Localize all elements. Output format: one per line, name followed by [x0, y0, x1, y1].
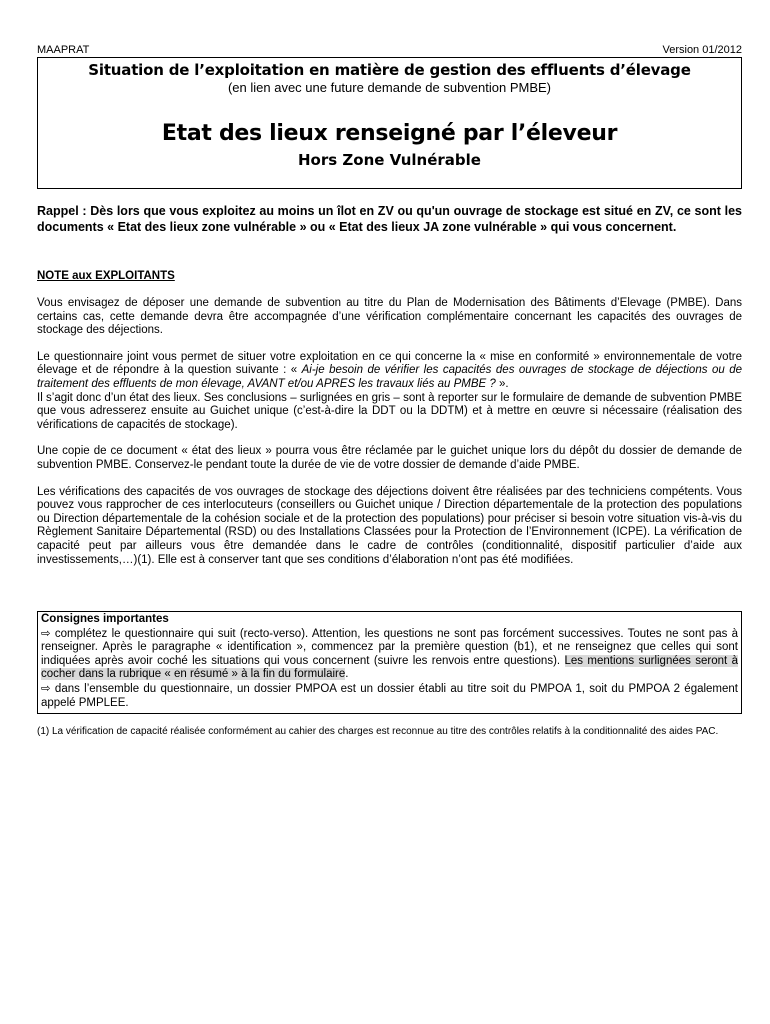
consigne-item-2 [41, 682, 738, 710]
consigne-item-1 [41, 627, 738, 682]
note-title: NOTE aux EXPLOITANTS [37, 270, 175, 282]
consigne-1-end: . [345, 668, 349, 681]
arrow-right-icon: ⇨ [41, 625, 51, 640]
rappel-paragraph [37, 203, 742, 235]
consignes-box [37, 611, 742, 714]
note-paragraph-5: Les vérifications des capacités de vos ouvrages de stockage des déjections doivent être réalisées par des techniciens compétents. Vous pouvez vous rapprocher de ces interlocuteurs (conseillers ou Guichet unique / Direction départementale de la protection des populations ou Direction départementale de la cohésion sociale et de la protection des populations) pour préciser si besoin votre situation vis-à-vis du Règlement Sanitaire Départemental (RSD) ou des Installations Classées pour la Protection de l’Environnement (ICPE). La vérification de capacité peut par ailleurs vous être demandée dans le cadre de contrôles (conditionnalité, dispositif particulier d’aide aux investissements,…)(1). Elle est à conserver tant que ses conditions d’élaboration n’ont pas été modifiées. [37, 485, 742, 566]
arrow-right-icon: ⇨ [41, 681, 51, 696]
p2-start: Le questionnaire joint vous permet de situer votre exploitation en ce qui concerne la « mise en conformité » environnementale de votre élevage et de répondre à la question suivante : « [37, 350, 742, 377]
consigne-1-text: complétez le questionnaire qui suit (recto-verso). Attention, les questions ne sont pas forcément successives. Toutes ne sont pas à renseigner. Après le paragraphe « identification », commencez par la première question (b1), et ne renseignez que celles qui sont indiquées après avoir coché les situations qui vous concernent (suivre les renvois entre questions). [41, 627, 738, 667]
header-left: MAAPRAT [37, 44, 90, 56]
p2-end: ». [498, 377, 509, 390]
page-header [37, 44, 742, 56]
consignes-title: Consignes importantes [41, 613, 169, 626]
document-subtitle: (en lien avec une future demande de subvention PMBE) [227, 80, 552, 95]
zone-title: Hors Zone Vulnérable [298, 151, 481, 169]
note-paragraph-2 [37, 351, 742, 392]
consigne-2-text: dans l’ensemble du questionnaire, un dossier PMPOA est un dossier établi au titre soit du PMPOA 1, soit du PMPOA 2 également appelé PMPLEE. [41, 683, 738, 709]
note-paragraph-3: Il s’agit donc d’un état des lieux. Ses conclusions – surlignées en gris – sont à reporter sur le formulaire de demande de subvention PMBE que vous adresserez ensuite au Guichet unique (c’est-à-dire la DDT ou la DDTM) et à mettre en œuvre si nécessaire (réalisation des vérifications de capacités de stockage). [37, 391, 742, 431]
note-paragraph-4: Une copie de ce document « état des lieux » pourra vous être réclamée par le guichet unique lors du dépôt du dossier de demande de subvention PMBE. Conservez-le pendant toute la durée de vie de votre dossier de demande d’aide PMBE. [37, 445, 742, 471]
document-page [37, 44, 742, 739]
header-version: Version 01/2012 [662, 44, 742, 56]
rappel-label: Rappel [37, 204, 79, 218]
title-box [37, 57, 742, 189]
document-title: Situation de l’exploitation en matière de gestion des effluents d’élevage [88, 61, 691, 79]
rappel-text: : Dès lors que vous exploitez au moins un îlot en ZV ou qu'un ouvrage de stockage est situé en ZV, ce sont les documents « Etat des lieux zone vulnérable » ou « Etat des lieux JA zone vulnérable » qui vous concernent. [37, 204, 742, 234]
main-title: Etat des lieux renseigné par l’éleveur [161, 121, 618, 146]
consigne-1-highlight: Les mentions surlignées seront à cocher dans la rubrique « en résumé » à la fin du formulaire [41, 654, 738, 681]
note-paragraph-1: Vous envisagez de déposer une demande de subvention au titre du Plan de Modernisation des Bâtiments d’Elevage (PMBE). Dans certains cas, cette demande devra être accompagnée d’une vérification complémentaire concernant les capacités des ouvrages de stockage des déjections. [37, 297, 742, 337]
p2-question: Ai-je besoin de vérifier les capacités des ouvrages de stockage de déjections ou de traitement des effluents de mon élevage, AVANT et/ou APRES les travaux liés au PMBE ? [37, 364, 742, 390]
footnote: (1) La vérification de capacité réalisée conformément au cahier des charges est reconnue au titre des contrôles relatifs à la conditionnalité des aides PAC. [37, 726, 719, 738]
